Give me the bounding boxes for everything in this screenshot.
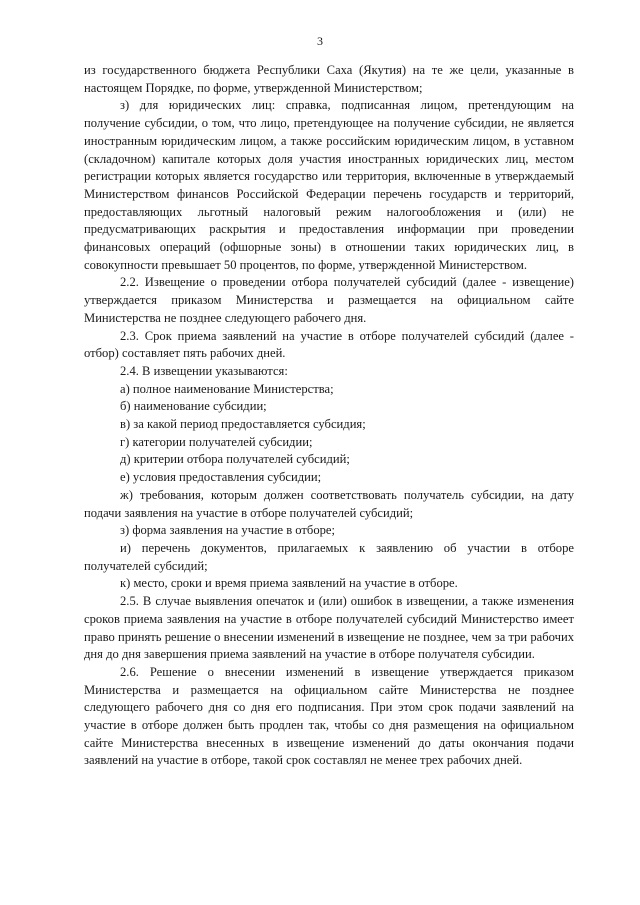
paragraph-2-2: 2.2. Извещение о проведении отбора получателей субсидий (далее - извещение) утверждается приказом Министерства и размещается на официальном сайте Министерства не позднее следующего рабочего дня. <box>84 275 574 325</box>
list-item-g: г) категории получателей субсидии; <box>120 434 313 449</box>
list-item-z: з) форма заявления на участие в отборе; <box>120 523 336 538</box>
list-item-zh: ж) требования, которым должен соответствовать получатель субсидии, на дату подачи заявления на участие в отборе получателей субсидий; <box>84 487 574 520</box>
list-item-b: б) наименование субсидии; <box>120 399 267 414</box>
paragraph-2-3: 2.3. Срок приема заявлений на участие в отборе получателей субсидий (далее - отбор) составляет пять рабочих дней. <box>84 328 574 361</box>
list-item-d: д) критерии отбора получателей субсидий; <box>120 452 350 467</box>
paragraph-continuation: из государственного бюджета Республики Саха (Якутия) на те же цели, указанные в настоящем Порядке, по форме, утвержденной Министерством; <box>84 63 574 95</box>
paragraph-item-z-legal-entities: з) для юридических лиц: справка, подписанная лицом, претендующим на получение субсидии, о том, что лицо, претендующее на получение субсидии, не является иностранным юридическим лицом, а также российским юридическим лицом, в уставном (складочном) капитале которых доля участия иностранных юридических лиц, местом регистрации которых является государство или территория, включенные в утверждаемый Министерством финансов Российской Федерации перечень государств и территорий, предоставляющих льготный налоговый режим налогообложения и (или) не предусматривающих раскрытия и предоставления информации при проведении финансовых операций (офшорные зоны) в отношении таких юридических лиц, в совокупности превышает 50 процентов, по форме, утвержденной Министерством. <box>84 98 574 272</box>
page-number: 3 <box>317 34 323 48</box>
paragraph-2-6: 2.6. Решение о внесении изменений в извещение утверждается приказом Министерства и размещается на официальном сайте Министерства не позднее следующего рабочего дня со дня его подписания. При этом срок подачи заявлений на участие в отборе должен быть продлен так, чтобы со дня размещения на официальном сайте Министерства внесенных в извещение изменений до даты окончания подачи заявлений на участие в отборе, такой срок составлял не менее трех рабочих дней. <box>84 664 574 768</box>
list-item-a: а) полное наименование Министерства; <box>120 381 334 396</box>
paragraph-2-4: 2.4. В извещении указываются: <box>120 363 288 378</box>
paragraph-2-5: 2.5. В случае выявления опечаток и (или) ошибок в извещении, а также изменения сроков приема заявления на участие в отборе получателей субсидий Министерство имеет право принять решение о внесении изменений в извещение не позднее, чем за три рабочих дня до дня завершения приема заявлений на участие в отборе получателя субсидии. <box>84 594 574 662</box>
list-item-v: в) за какой период предоставляется субсидия; <box>120 417 366 432</box>
document-body <box>84 62 574 770</box>
list-item-e: е) условия предоставления субсидии; <box>120 470 322 485</box>
list-item-k: к) место, сроки и время приема заявлений на участие в отборе. <box>120 576 458 591</box>
list-item-i: и) перечень документов, прилагаемых к заявлению об участии в отборе получателей субсидий; <box>84 540 574 573</box>
